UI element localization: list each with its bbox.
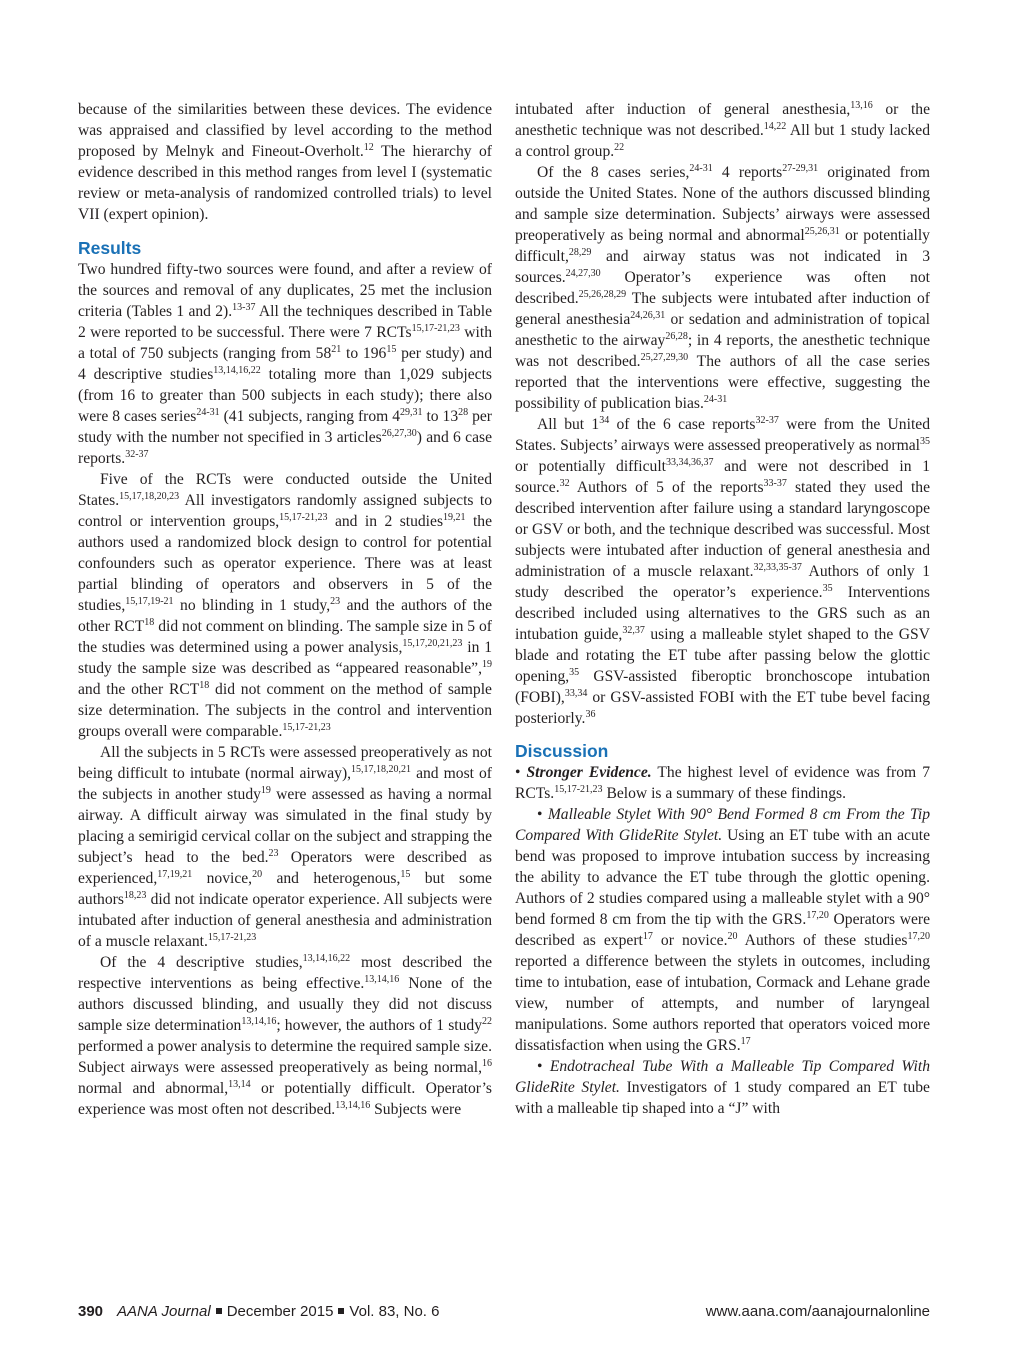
journal-url: www.aana.com/aanajournalonline [705, 1303, 930, 1320]
results-heading: Results [78, 238, 142, 258]
paragraph-stronger-evidence: • Stronger Evidence. The highest level of evidence was from 7 RCTs.$^{15,17-21,23}$ Below is a summary of these findings. [515, 764, 930, 802]
page-number: 390 [78, 1303, 104, 1320]
paragraph-results-4: Of the 4 descriptive studies,$^{13,14,16,22}$ most described the respective interventions as being effective.$^{13,14,16}$ None of the authors discussed blinding, and usually they did not discuss sample size determination$^{13,14,16}$; however, the authors of 1 study$^{22}$ performed a power analysis to determine the required sample size. Subject airways were assessed preoperatively as being normal,$^{16}$ normal and abnormal,$^{13,14}$ or potentially difficult. Operator’s experience was most often not described.$^{13,14,16}$ Subjects were [78, 953, 493, 1118]
page-footer [78, 1303, 930, 1323]
separator-square-icon [338, 1308, 344, 1314]
paragraph-case-series: Of the 8 cases series,$^{24-31}$ 4 reports$^{27-29,31}$ originated from outside the United States. None of the authors discussed blinding and sample size determination. Subjects’ airways were assessed preoperatively as being normal and abnormal$^{25,26,31}$ or potentially difficult,$^{28,29}$ and airway status was not indicated in 3 sources.$^{24,27,30}$ Operator’s experience was often not described.$^{25,26,28,29}$ The subjects were intubated after induction of general anesthesia$^{24,26,31}$ or sedation and administration of topical anesthetic to the airway$^{26,28}$; in 4 reports, the anesthetic technique was not described.$^{25,27,29,30}$ The authors of all the case series reported that the interventions were effective, suggesting the possibility of publication bias.$^{24-31}$ [515, 163, 931, 412]
journal-name: AANA Journal [117, 1303, 211, 1320]
right-column [515, 99, 930, 1119]
left-column [78, 99, 492, 1120]
issue-date: December 2015 [226, 1303, 334, 1320]
volume-info: Vol. 83, No. 6 [349, 1303, 440, 1320]
paragraph-results-2: Five of the RCTs were conducted outside the United States.$^{15,17,18,20,23}$ All investigators randomly assigned subjects to control or intervention groups,$^{15,17-21,23}$ and in 2 studies$^{19,21}$ the authors used a randomized block design to control for potential confounders such as operator experience. There was at least partial blinding of operators and observers in 5 of the studies,$^{15,17,19-21}$ no blinding in 1 study,$^{23}$ and the authors of the other RCT$^{18}$ did not comment on blinding. The sample size in 5 of the studies was determined using a power analysis,$^{15,17,20,21,23}$ in 1 study the sample size was described as “appeared reasonable”,$^{19}$ and the other RCT$^{18}$ did not comment on the method of sample size determination. The subjects in the control and intervention groups overall were comparable.$^{15,17-21,23}$ [78, 471, 492, 740]
paragraph-malleable-stylet: • Malleable Stylet With 90° Bend Formed 8 cm From the Tip Compared With GlideRite Stylet. Using an ET tube with an acute bend was proposed to improve intubation success by increasing the ability to advance the ET tube through the glottic opening. Authors of 2 studies compared using a malleable stylet with a 90° bend formed 8 cm from the tip with the GRS.$^{17,20}$ Operators were described as expert$^{17}$ or novice.$^{20}$ Authors of these studies$^{17,20}$ reported a difference between the stylets in outcomes, including time to intubation, ease of intubation, Cormack and Lehane grade view, number of attempts, and number of laryngeal manipulations. Some authors reported that operators voiced more dissatisfaction when using the GRS.$^{17}$ [515, 806, 931, 1054]
separator-square-icon [216, 1308, 222, 1314]
paragraph-continued: intubated after induction of general anesthesia,$^{13,16}$ or the anesthetic technique was not described.$^{14,22}$ All but 1 study lacked a control group.$^{22}$ [515, 100, 930, 160]
paragraph-case-reports: All but $1^{34}$ of the 6 case reports$^{32-37}$ were from the United States. Subjects’ airways were assessed preoperatively as normal$^{35}$ or potentially difficult$^{33,34,36,37}$ and were not described in 1 source.$^{32}$ Authors of 5 of the reports$^{33-37}$ stated they used the described intervention after failure using a standard laryngoscope or GSV or both, and the technique described was successful. Most subjects were intubated after induction of general anesthesia and administration of a muscle relaxant.$^{32,33,35-37}$ Authors of only 1 study described the operator’s experience.$^{35}$ Interventions described included using alternatives to the GRS such as an intubation guide,$^{32,37}$ using a malleable stylet shaped to the GSV blade and rotating the ET tube after passing below the glottic opening,$^{35}$ GSV-assisted fiberoptic bronchoscope intubation (FOBI),$^{33,34}$ or GSV-assisted FOBI with the ET tube bevel facing posteriorly.$^{36}$ [515, 415, 930, 727]
discussion-heading: Discussion [515, 741, 609, 761]
paragraph-intro: because of the similarities between these devices. The evidence was appraised and classified by level according to the method proposed by Melnyk and Fineout-Overholt.$^{12}$ The hierarchy of evidence described in this method ranges from level I (systematic review or meta-analysis of randomized controlled trials) to level VII (expert opinion). [78, 101, 492, 223]
paragraph-endotracheal-tube: • Endotracheal Tube With a Malleable Tip Compared With GlideRite Stylet. Investigators of 1 study compared an ET tube with a malleable tip shaped into a “J” with [515, 1058, 930, 1117]
paragraph-results-3: All the subjects in 5 RCTs were assessed preoperatively as not being difficult to intubate (normal airway),$^{15,17,18,20,21}$ and most of the subjects in another study$^{19}$ were assessed as having a normal airway. A difficult airway was simulated in the final study by placing a semirigid cervical collar on the subject and strapping the subject’s head to the bed.$^{23}$ Operators were described as experienced,$^{17,19,21}$ novice,$^{20}$ and heterogenous,$^{15}$ but some authors$^{18,23}$ did not indicate operator experience. All subjects were intubated after induction of general anesthesia and administration of a muscle relaxant.$^{15,17-21,23}$ [78, 744, 493, 950]
paragraph-results-1: Two hundred fifty-two sources were found, and after a review of the sources and removal of any duplicates, 25 met the inclusion criteria (Tables 1 and 2).$^{13-37}$ All the techniques described in Table 2 were reported to be successful. There were 7 RCTs$^{15,17-21,23}$ with a total of 750 subjects (ranging from $58^{21}$ to $196^{15}$ per study) and 4 descriptive studies$^{13,14,16,22}$ totaling more than 1,029 subjects (from 16 to greater than 500 subjects in each study); there also were 8 cases series$^{24-31}$ (41 subjects, ranging from 4$^{29,31}$ to $13^{28}$ per study with the number not specified in 3 articles$^{26,27,30}$) and 6 case reports.$^{32-37}$ [78, 261, 492, 467]
